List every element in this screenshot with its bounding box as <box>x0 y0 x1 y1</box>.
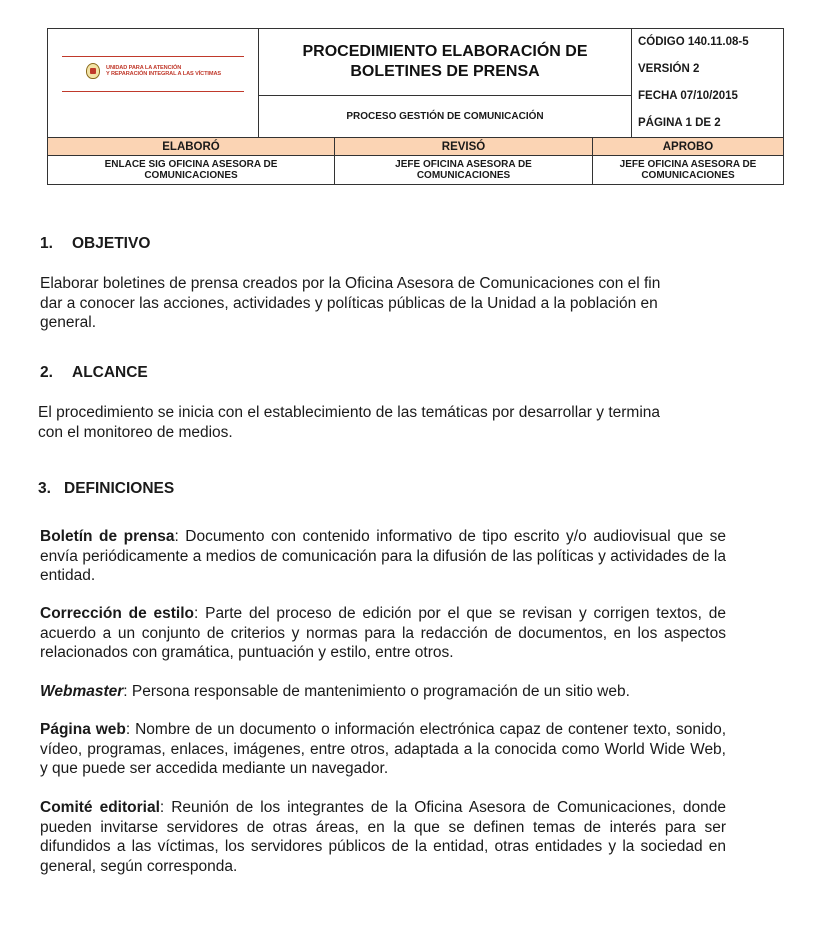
role-value-elaboro: ENLACE SIG OFICINA ASESORA DE COMUNICACIONES <box>48 156 335 185</box>
process-name: PROCESO GESTIÓN DE COMUNICACIÓN <box>259 95 632 137</box>
logo-text-line2: Y REPARACIÓN INTEGRAL A LAS VÍCTIMAS <box>106 71 222 77</box>
title-line-2: BOLETINES DE PRENSA <box>350 62 540 80</box>
logo-cell <box>48 29 259 138</box>
definition-boletin-de-prensa: Boletín de prensa: Documento con contenido informativo de tipo escrito y/o audiovisual que se envía periódicamente a medios de comunicación para la difusión de las políticas y actividades de la entidad. <box>40 528 726 584</box>
document-header <box>47 28 784 185</box>
document-date: FECHA 07/10/2015 <box>638 90 738 102</box>
title-line-1: PROCEDIMIENTO ELABORACIÓN DE <box>302 42 588 60</box>
role-head-reviso: REVISÓ <box>335 138 593 156</box>
role-head-aprobo: APROBO <box>593 138 784 156</box>
logo-rule-top <box>62 56 244 57</box>
definition-correccion-de-estilo: Corrección de estilo: Parte del proceso de edición por el que se revisan y corrigen textos, de acuerdo a un conjunto de criterios y normas para la redacción de documentos, en los aspectos relacionados con gramática, puntuación y estilo, entre otros. <box>40 605 726 661</box>
logo-text-line1: UNIDAD PARA LA ATENCIÓN <box>106 64 182 71</box>
logo <box>86 63 221 79</box>
alcance-paragraph: El procedimiento se inicia con el establecimiento de las temáticas por desarrollar y termina con el monitoreo de medios. <box>38 404 661 441</box>
role-value-reviso: JEFE OFICINA ASESORA DE COMUNICACIONES <box>335 156 593 185</box>
document-title <box>259 29 632 96</box>
role-value-aprobo: JEFE OFICINA ASESORA DE COMUNICACIONES <box>593 156 784 185</box>
document-page: PÁGINA 1 DE 2 <box>638 117 721 129</box>
coat-of-arms-icon <box>86 63 100 79</box>
logo-rule-bottom <box>62 91 244 92</box>
section-heading-definiciones: 3. DEFINICIONES <box>38 480 175 497</box>
objetivo-paragraph: Elaborar boletines de prensa creados por la Oficina Asesora de Comunicaciones con el fin dar a conocer las acciones, actividades y políticas públicas de la Unidad a la población en general. <box>40 275 661 331</box>
definition-pagina-web: Página web: Nombre de un documento o información electrónica capaz de contener texto, sonido, vídeo, programas, enlaces, imágenes, entre otros, adaptada a la conocida como World Wide Web, y que puede ser accedida mediante un navegador. <box>40 721 726 777</box>
definition-webmaster: Webmaster: Persona responsable de mantenimiento o programación de un sitio web. <box>40 683 630 700</box>
role-head-elaboro: ELABORÓ <box>48 138 335 156</box>
document-code: CÓDIGO 140.11.08-5 <box>638 36 749 48</box>
document-meta <box>632 29 784 138</box>
section-heading-alcance: 2. ALCANCE <box>40 364 148 381</box>
document-version: VERSIÓN 2 <box>638 63 700 75</box>
section-heading-objetivo: 1. OBJETIVO <box>40 235 151 252</box>
definition-comite-editorial: Comité editorial: Reunión de los integrantes de la Oficina Asesora de Comunicaciones, donde pueden invitarse servidores de otras áreas, en la que se definen temas de interés para ser difundidos a las víctimas, los servidores públicos de la entidad, otras entidades y la sociedad en general, según corresponda. <box>40 799 726 875</box>
